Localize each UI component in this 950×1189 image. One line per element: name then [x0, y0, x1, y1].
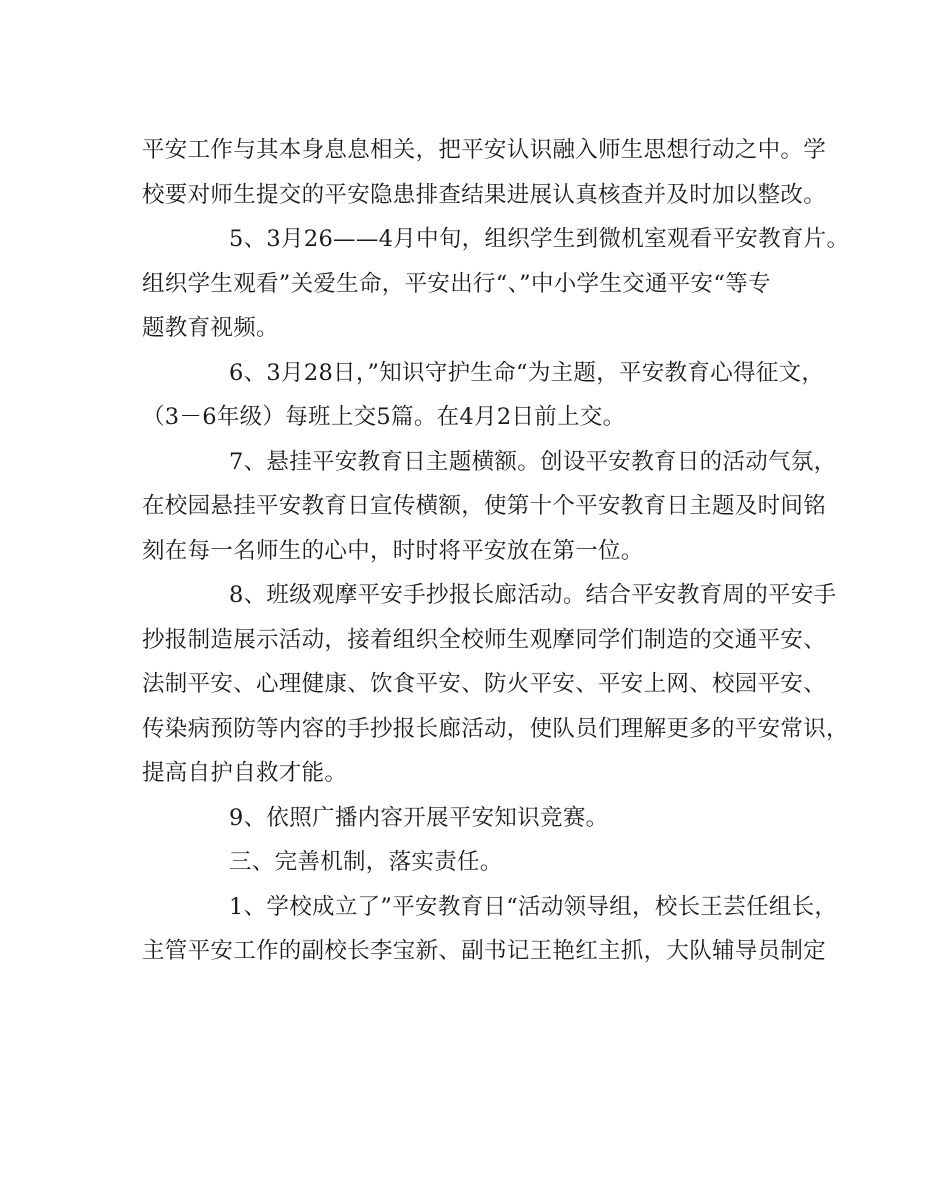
text-line: 刻在每一名师生的心中，时时将平安放在第一位。	[142, 537, 644, 564]
text-line: （3－6年级）每班上交5篇。在4月2日前上交。	[142, 404, 626, 430]
text-line: 9、依照广播内容开展平安知识竞赛。	[229, 804, 609, 831]
text-line: 校要对师生提交的平安隐患排查结果进展认真核查并及时加以整改。	[142, 181, 827, 208]
text-line: 三、完善机制，落实责任。	[229, 849, 503, 875]
text-line: 组织学生观看”关爱生命，平安出行“、”中小学生交通平安“等专	[142, 270, 771, 297]
text-line: 主管平安工作的副校长李宝新、副书记王艳红主抓，大队辅导员制定	[142, 938, 827, 964]
text-line: 在校园悬挂平安教育日宣传横额，使第十个平安教育日主题及时间铭	[142, 493, 827, 519]
text-line: 提高自护自救才能。	[142, 760, 348, 786]
text-line: 平安工作与其本身息息相关，把平安认识融入师生思想行动之中。学	[142, 137, 827, 163]
text-line: 传染病预防等内容的手抄报长廊活动，使队员们理解更多的平安常识，	[142, 715, 849, 742]
text-line: 6、3月28日，”知识守护生命“为主题，平安教育心得征文，	[229, 359, 825, 386]
text-line: 抄报制造展示活动，接着组织全校师生观摩同学们制造的交通平安、	[142, 626, 827, 653]
document-body	[142, 128, 850, 974]
text-line: 7、悬挂平安教育日主题横额。创设平安教育日的活动气氛，	[229, 448, 837, 475]
text-line: 5、3月26——4月中旬，组织学生到微机室观看平安教育片。	[229, 226, 850, 252]
text-line: 8、班级观摩平安手抄报长廊活动。结合平安教育周的平安手	[229, 582, 837, 608]
text-line: 题教育视频。	[142, 315, 279, 341]
text-line: 1、学校成立了”平安教育日“活动领导组，校长王芸任组长，	[229, 893, 838, 920]
text-line: 法制平安、心理健康、饮食平安、防火平安、平安上网、校园平安、	[142, 671, 827, 697]
